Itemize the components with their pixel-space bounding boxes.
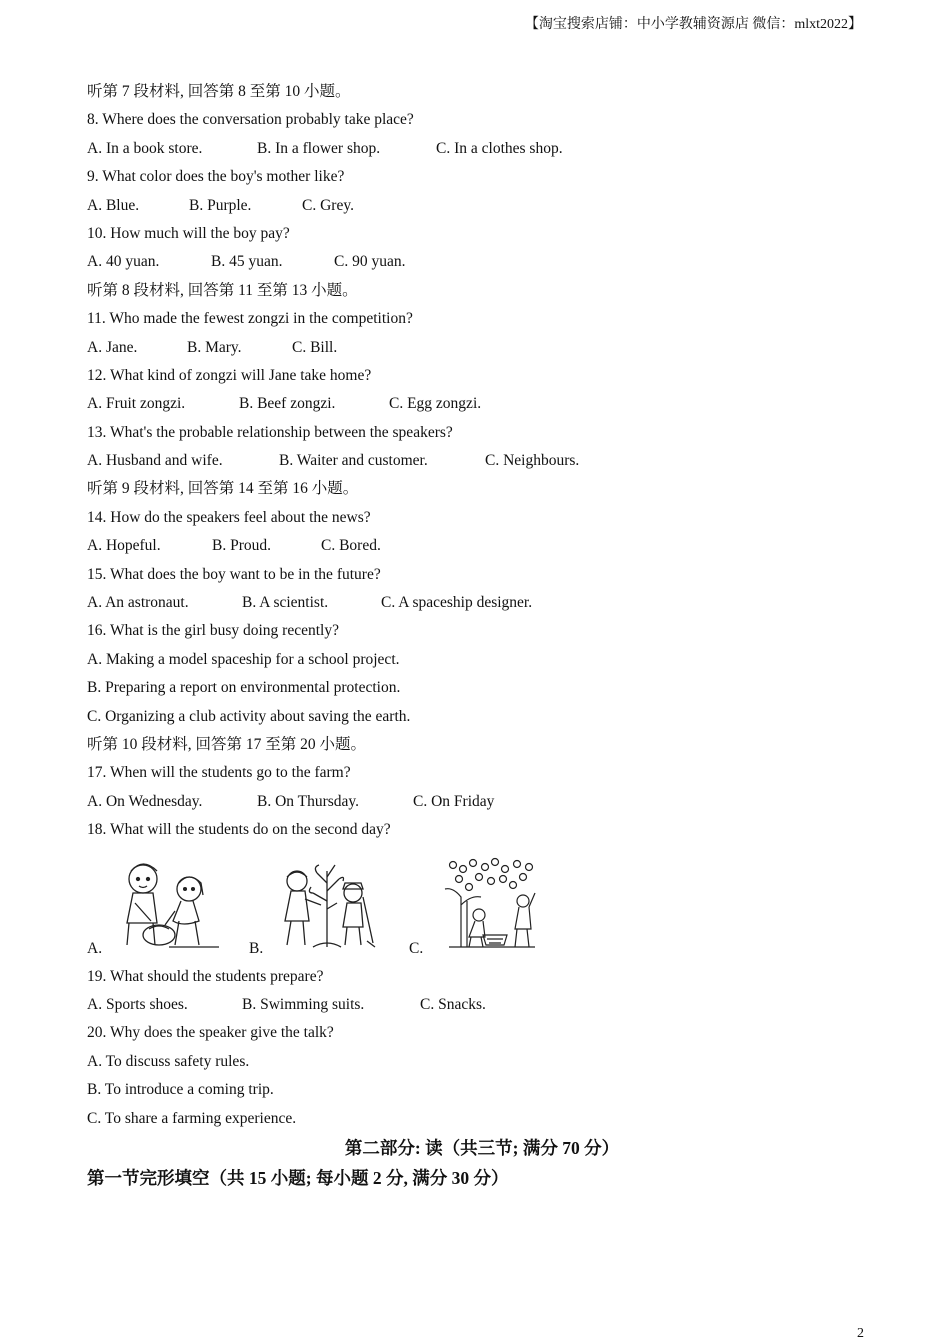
children-planting-tree-illustration	[275, 857, 379, 953]
question-16: 16. What is the girl busy doing recently?	[87, 622, 339, 640]
picture-option-a	[87, 849, 227, 959]
option-a: A. Jane.	[87, 338, 138, 356]
question-18: 18. What will the students do on the second day?	[87, 821, 391, 839]
option-b-label: B.	[249, 939, 264, 957]
question-17-options	[87, 788, 877, 816]
question-15-options	[87, 589, 877, 617]
question-11-options	[87, 334, 877, 362]
picture-option-c	[409, 849, 559, 959]
option-b: B. In a flower shop.	[257, 139, 381, 157]
option-c: C. Bill.	[292, 338, 338, 356]
question-13: 13. What's the probable relationship between the speakers?	[87, 423, 453, 441]
option-c-label: C.	[409, 939, 424, 957]
option-a: A. An astronaut.	[87, 594, 189, 612]
option-b: B. Swimming suits.	[242, 995, 365, 1013]
question-12-options	[87, 390, 877, 418]
question-10-options	[87, 248, 877, 276]
question-15: 15. What does the boy want to be in the future?	[87, 565, 381, 583]
option-c: C. A spaceship designer.	[381, 594, 533, 612]
option-c: C. Neighbours.	[485, 452, 580, 470]
option-c: C. Bored.	[321, 537, 381, 555]
option-a: A. To discuss safety rules.	[87, 1052, 250, 1070]
children-collecting-rubbish-illustration	[109, 857, 221, 953]
question-14-options	[87, 532, 877, 560]
question-18-picture-options	[87, 849, 877, 959]
question-17: 17. When will the students go to the farm?	[87, 764, 351, 782]
option-a: A. Blue.	[87, 196, 140, 214]
option-c: C. To share a farming experience.	[87, 1109, 297, 1127]
page-number: 2	[857, 1326, 864, 1341]
option-c: C. Grey.	[302, 196, 354, 214]
option-a: A. Making a model spaceship for a school project.	[87, 650, 400, 668]
option-b: B. Mary.	[187, 338, 242, 356]
section-1-title: 第一节完形填空（共 15 小题; 每小题 2 分, 满分 30 分）	[87, 1167, 509, 1188]
picture-option-b	[249, 849, 399, 959]
question-12: 12. What kind of zongzi will Jane take home?	[87, 366, 372, 384]
option-c: C. 90 yuan.	[334, 253, 406, 271]
question-19-options	[87, 991, 877, 1019]
option-a: A. Sports shoes.	[87, 995, 188, 1013]
section-10-instruction: 听第 10 段材料, 回答第 17 至第 20 小题。	[87, 735, 367, 753]
option-b: B. A scientist.	[242, 594, 329, 612]
option-b: B. To introduce a coming trip.	[87, 1081, 274, 1099]
option-a: A. Husband and wife.	[87, 452, 223, 470]
question-8-options	[87, 135, 877, 163]
option-b: B. 45 yuan.	[211, 253, 283, 271]
option-a: A. 40 yuan.	[87, 253, 160, 271]
option-b: B. Proud.	[212, 537, 271, 555]
option-b: B. Beef zongzi.	[239, 395, 336, 413]
option-c: C. Organizing a club activity about saving the earth.	[87, 707, 411, 725]
question-9: 9. What color does the boy's mother like?	[87, 168, 345, 186]
option-b: B. Purple.	[189, 196, 252, 214]
option-b: B. On Thursday.	[257, 792, 360, 810]
exam-content	[87, 78, 877, 1193]
question-13-options	[87, 447, 877, 475]
question-14: 14. How do the speakers feel about the news?	[87, 508, 371, 526]
part-2-title: 第二部分: 读（共三节; 满分 70 分）	[344, 1137, 620, 1158]
option-c: C. Egg zongzi.	[389, 395, 482, 413]
children-picking-fruit-illustration	[443, 857, 539, 953]
page-header-watermark: 【淘宝搜索店铺：中小学教辅资源店 微信：mlxt2022】	[524, 17, 862, 32]
option-c: C. On Friday	[413, 792, 495, 810]
option-a: A. In a book store.	[87, 139, 203, 157]
option-b: B. Preparing a report on environmental protection.	[87, 679, 401, 697]
question-19: 19. What should the students prepare?	[87, 967, 324, 985]
section-8-instruction: 听第 8 段材料, 回答第 11 至第 13 小题。	[87, 281, 358, 299]
option-c: C. In a clothes shop.	[436, 139, 563, 157]
option-a: A. On Wednesday.	[87, 792, 203, 810]
question-8: 8. Where does the conversation probably take place?	[87, 111, 414, 129]
question-9-options	[87, 192, 877, 220]
option-b: B. Waiter and customer.	[279, 452, 428, 470]
section-9-instruction: 听第 9 段材料, 回答第 14 至第 16 小题。	[87, 480, 359, 498]
option-a-label: A.	[87, 939, 103, 957]
section-7-instruction: 听第 7 段材料, 回答第 8 至第 10 小题。	[87, 83, 351, 100]
question-11: 11. Who made the fewest zongzi in the competition?	[87, 310, 413, 328]
question-10: 10. How much will the boy pay?	[87, 224, 290, 242]
option-a: A. Hopeful.	[87, 537, 161, 555]
option-c: C. Snacks.	[420, 995, 486, 1013]
option-a: A. Fruit zongzi.	[87, 395, 186, 413]
question-20: 20. Why does the speaker give the talk?	[87, 1024, 334, 1042]
